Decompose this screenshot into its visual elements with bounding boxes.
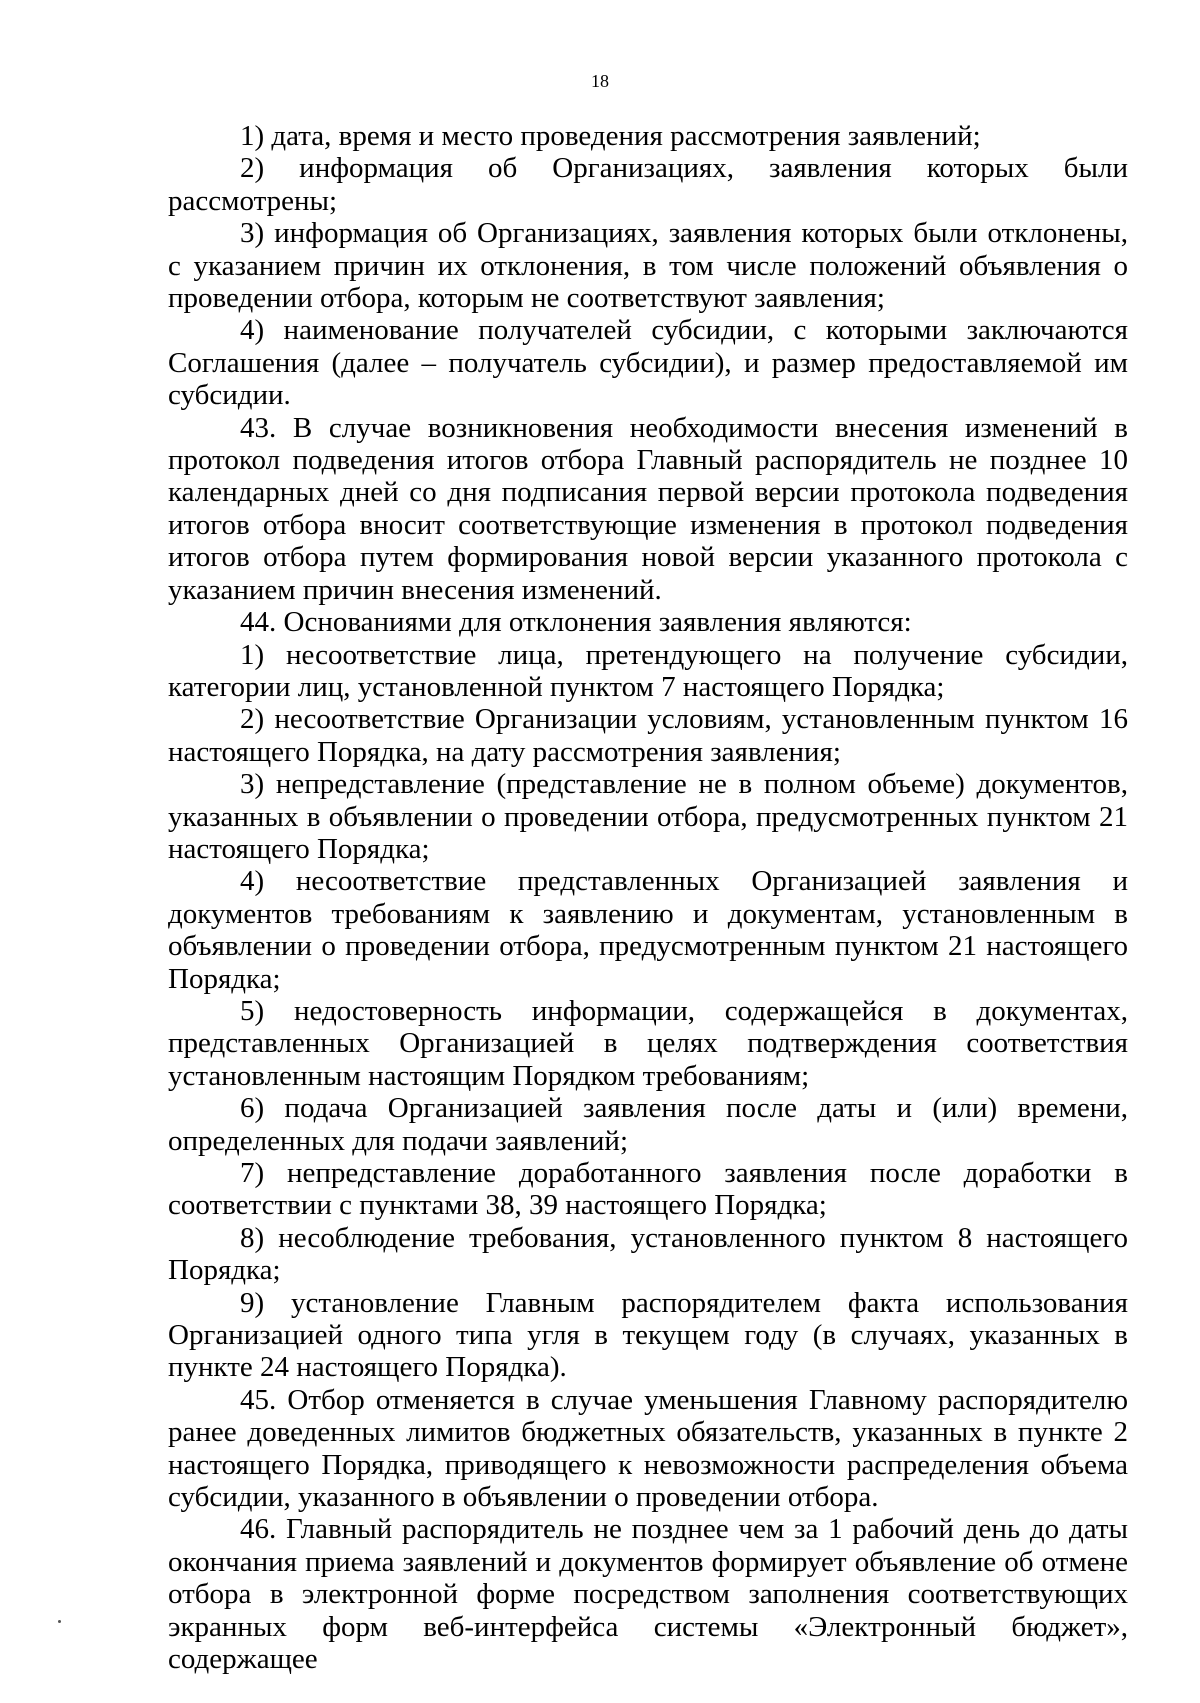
paragraph: 45. Отбор отменяется в случае уменьшения Главному распорядителю ранее доведенных лимитов бюджетных обязательств, указанных в пункте 2 настоящего Порядка, приводящего к невозможности распределения объема субсидии, указанного в объявлении о проведении отбора. bbox=[168, 1383, 1128, 1514]
paragraph: 2) информация об Организациях, заявления которых были рассмотрены; bbox=[168, 152, 1128, 217]
paragraph: 4) наименование получателей субсидии, с которыми заключаются Соглашения (далее – получатель субсидии), и размер предоставляемой им субсидии. bbox=[168, 314, 1128, 412]
paragraph: 2) несоответствие Организации условиям, установленным пунктом 16 настоящего Порядка, на дату рассмотрения заявления; bbox=[168, 703, 1128, 768]
paragraph: 46. Главный распорядитель не позднее чем за 1 рабочий день до даты окончания приема заявлений и документов формирует объявление об отмене отбора в электронной форме посредством заполнения соответствующих экранных форм веб-интерфейса системы «Электронный бюджет», содержащее bbox=[168, 1513, 1128, 1676]
paragraph: 43. В случае возникновения необходимости внесения изменений в протокол подведения итогов отбора Главный распорядитель не позднее 10 календарных дней со дня подписания первой версии протокола подведения итогов отбора вносит соответствующие изменения в протокол подведения итогов отбора путем формирования новой версии указанного протокола с указанием причин внесения изменений. bbox=[168, 411, 1128, 606]
paragraph: 6) подача Организацией заявления после даты и (или) времени, определенных для подачи заявлений; bbox=[168, 1092, 1128, 1157]
paragraph: 1) несоответствие лица, претендующего на получение субсидии, категории лиц, установленной пунктом 7 настоящего Порядка; bbox=[168, 638, 1128, 703]
document-body bbox=[168, 120, 1128, 1676]
paragraph: 44. Основаниями для отклонения заявления являются: bbox=[240, 606, 912, 639]
paragraph: 3) информация об Организациях, заявления которых были отклонены, с указанием причин их отклонения, в том числе положений объявления о проведении отбора, которым не соответствуют заявления; bbox=[168, 217, 1128, 315]
scan-speck bbox=[58, 1620, 61, 1623]
paragraph: 3) непредставление (представление не в полном объеме) документов, указанных в объявлении о проведении отбора, предусмотренных пунктом 21 настоящего Порядка; bbox=[168, 768, 1128, 865]
page-number: 18 bbox=[591, 71, 609, 91]
paragraph: 4) несоответствие представленных Организацией заявления и документов требованиям к заявлению и документам, установленным в объявлении о проведении отбора, предусмотренным пунктом 21 настоящего Порядка; bbox=[168, 865, 1128, 995]
paragraph: 5) недостоверность информации, содержащейся в документах, представленных Организацией в целях подтверждения соответствия установленным настоящим Порядком требованиям; bbox=[168, 994, 1128, 1092]
paragraph: 8) несоблюдение требования, установленного пунктом 8 настоящего Порядка; bbox=[168, 1221, 1128, 1287]
paragraph: 7) непредставление доработанного заявления после доработки в соответствии с пунктами 38, 39 настоящего Порядка; bbox=[168, 1157, 1128, 1222]
paragraph: 9) установление Главным распорядителем факта использования Организацией одного типа угля в текущем году (в случаях, указанных в пункте 24 настоящего Порядка). bbox=[168, 1286, 1128, 1384]
paragraph: 1) дата, время и место проведения рассмотрения заявлений; bbox=[240, 120, 981, 152]
